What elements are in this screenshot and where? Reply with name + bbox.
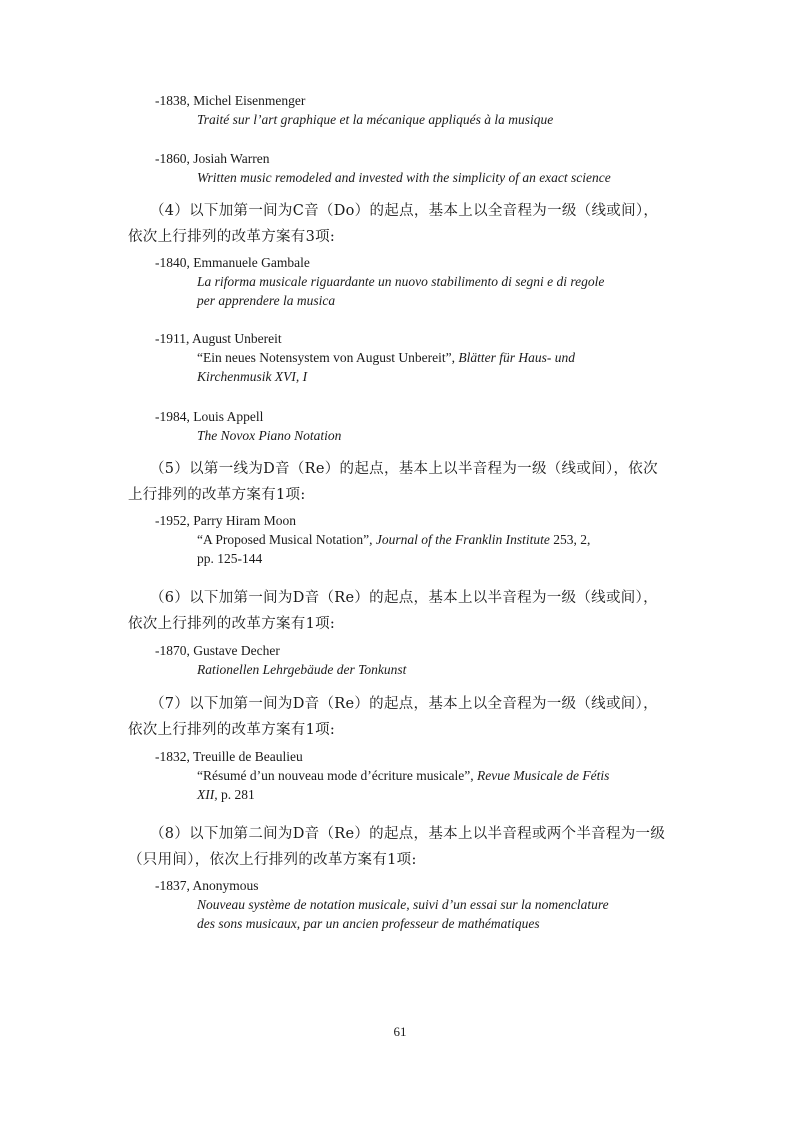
- entry-head: -1840, Emmanuele Gambale: [155, 255, 310, 270]
- entry-article: “Ein neues Notensystem von August Unbereit”,: [197, 350, 459, 365]
- entry-line: [155, 348, 575, 367]
- entry-volume: XII,: [197, 787, 218, 802]
- entry-warren: [155, 149, 611, 187]
- entry-line: [155, 549, 590, 568]
- entry-line: [155, 367, 575, 386]
- entry-line: [155, 914, 609, 933]
- paragraph-5: （5）以第一线为D音（Re）的起点，基本上以半音程为一级（线或间），依次上行排列的改革方案有1项:: [128, 461, 658, 503]
- entry-line: [155, 272, 604, 291]
- entry-head: -1984, Louis Appell: [155, 409, 264, 424]
- entry-line: [155, 660, 406, 679]
- entry-title: des sons musicaux, par un ancien professeur de mathématiques: [197, 916, 540, 931]
- entry-title: Written music remodeled and invested with the simplicity of an exact science: [197, 170, 611, 185]
- entry-head: -1837, Anonymous: [155, 878, 259, 893]
- entry-line: [155, 785, 609, 804]
- entry-pages: p. 281: [217, 787, 255, 802]
- paragraph-8: （8）以下加第二间为D音（Re）的起点，基本上以半音程或两个半音程为一级（只用间），依次上行排列的改革方案有1项:: [128, 826, 666, 868]
- entry-appell: [155, 407, 341, 445]
- entry-pages: pp. 125-144: [197, 551, 263, 566]
- entry-title: Traité sur l’art graphique et la mécanique appliqués à la musique: [197, 112, 554, 127]
- entry-title: The Novox Piano Notation: [197, 428, 342, 443]
- entry-decher: [155, 641, 406, 679]
- entry-line: [155, 426, 341, 445]
- entry-line: [155, 168, 611, 187]
- entry-journal: Kirchenmusik XVI, I: [197, 369, 308, 384]
- entry-article: “Résumé d’un nouveau mode d’écriture musicale”,: [197, 768, 478, 783]
- entry-line: [155, 530, 590, 549]
- entry-journal: Journal of the Franklin Institute: [375, 532, 550, 547]
- entry-title: Rationellen Lehrgebäude der Tonkunst: [197, 662, 407, 677]
- paragraph-4: （4）以下加第一间为C音（Do）的起点，基本上以全音程为一级（线或间），依次上行排列的改革方案有3项:: [128, 203, 659, 245]
- entry-anonymous: [155, 876, 609, 933]
- entry-head: -1832, Treuille de Beaulieu: [155, 749, 303, 764]
- entry-beaulieu: [155, 747, 609, 804]
- entry-line: [155, 291, 604, 310]
- entry-line: [155, 766, 609, 785]
- entry-eisenmenger: [155, 91, 553, 129]
- entry-head: -1952, Parry Hiram Moon: [155, 513, 296, 528]
- entry-unbereit: [155, 329, 575, 386]
- entry-head: -1838, Michel Eisenmenger: [155, 93, 306, 108]
- entry-moon: [155, 511, 590, 568]
- paragraph-7: （7）以下加第一间为D音（Re）的起点，基本上以全音程为一级（线或间），依次上行排列的改革方案有1项:: [128, 696, 658, 738]
- entry-article: “A Proposed Musical Notation”,: [197, 532, 376, 547]
- entry-title: per apprendere la musica: [197, 293, 336, 308]
- entry-journal: Revue Musicale de Fétis: [477, 768, 610, 783]
- entry-journal: Blätter für Haus- und: [458, 350, 575, 365]
- page-number: 61: [393, 1024, 407, 1039]
- entry-gambale: [155, 253, 604, 310]
- entry-head: -1911, August Unbereit: [155, 331, 282, 346]
- entry-title: La riforma musicale riguardante un nuovo stabilimento di segni e di regole: [197, 274, 605, 289]
- entry-title: Nouveau système de notation musicale, suivi d’un essai sur la nomenclature: [197, 897, 609, 912]
- entry-volume: 253, 2,: [549, 532, 591, 547]
- entry-head: -1870, Gustave Decher: [155, 643, 280, 658]
- entry-line: [155, 110, 553, 129]
- entry-line: [155, 895, 609, 914]
- paragraph-6: （6）以下加第一间为D音（Re）的起点，基本上以半音程为一级（线或间），依次上行排列的改革方案有1项:: [128, 590, 658, 632]
- entry-head: -1860, Josiah Warren: [155, 151, 270, 166]
